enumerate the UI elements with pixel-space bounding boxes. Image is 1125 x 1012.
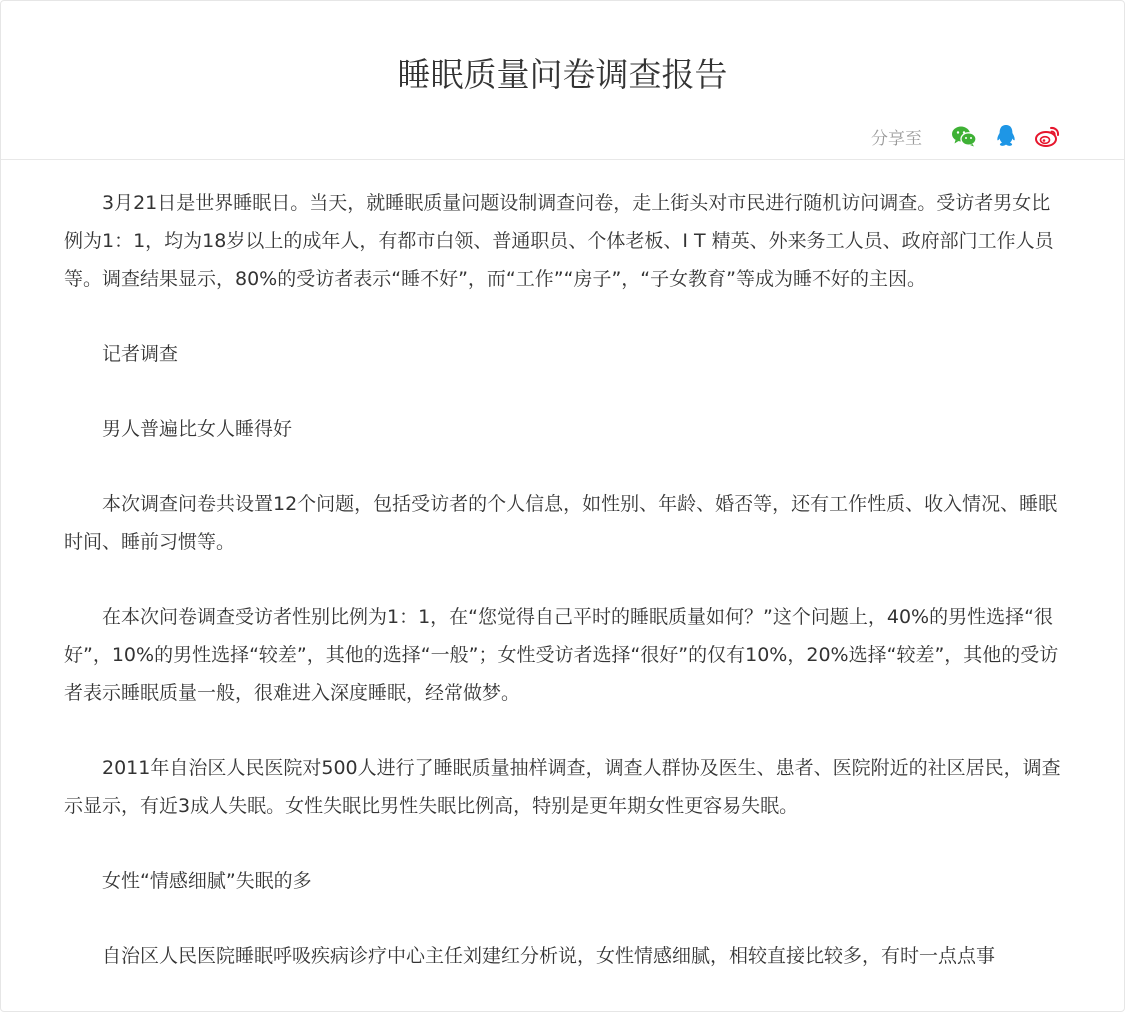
weibo-icon xyxy=(1035,125,1061,147)
wechat-icon xyxy=(951,125,977,147)
section-heading: 记者调查 xyxy=(102,343,179,365)
share-label: 分享至 xyxy=(871,128,922,149)
paragraph: 自治区人民医院睡眠呼吸疾病诊疗中心主任刘建红分析说，女性情感细腻，相较直接比较多，有时一点点事 xyxy=(102,945,996,967)
section-subheading: 女性“情感细腻”失眠的多 xyxy=(102,870,312,892)
paragraph: 3月21日是世界睡眠日。当天，就睡眠质量问题设制调查问卷，走上街头对市民进行随机访问调查。受访者男女比例为1：1，均为18岁以上的成年人，有都市白领、普通职员、个体老板、I T 精英、外来务工人员、政府部门工作人员等。调查结果显示，80%的受访者表示“睡不好”，而“工作”“房子”，“子女教育”等成为睡不好的主因。 xyxy=(64,192,1054,290)
article-header xyxy=(1,1,1124,160)
article-title: 睡眠质量问卷调查报告 xyxy=(397,55,728,94)
share-wechat-button[interactable] xyxy=(950,122,978,150)
qq-icon xyxy=(995,124,1017,148)
share-bar xyxy=(871,121,1062,151)
paragraph: 2011年自治区人民医院对500人进行了睡眠质量抽样调查，调查人群协及医生、患者、医院附近的社区居民，调查示显示，有近3成人失眠。女性失眠比男性失眠比例高，特别是更年期女性更容易失眠。 xyxy=(64,757,1061,817)
share-qq-button[interactable] xyxy=(992,122,1020,150)
section-subheading: 男人普遍比女人睡得好 xyxy=(102,418,293,440)
paragraph: 在本次问卷调查受访者性别比例为1：1，在“您觉得自己平时的睡眠质量如何？”这个问题上，40%的男性选择“很好”，10%的男性选择“较差”，其他的选择“一般”；女性受访者选择“很好”的仅有10%，20%选择“较差”，其他的受访者表示睡眠质量一般，很难进入深度睡眠，经常做梦。 xyxy=(64,606,1059,704)
paragraph: 本次调查问卷共设置12个问题，包括受访者的个人信息，如性别、年龄、婚否等，还有工作性质、收入情况、睡眠时间、睡前习惯等。 xyxy=(64,493,1058,553)
article-body xyxy=(1,160,1124,975)
share-weibo-button[interactable] xyxy=(1034,122,1062,150)
